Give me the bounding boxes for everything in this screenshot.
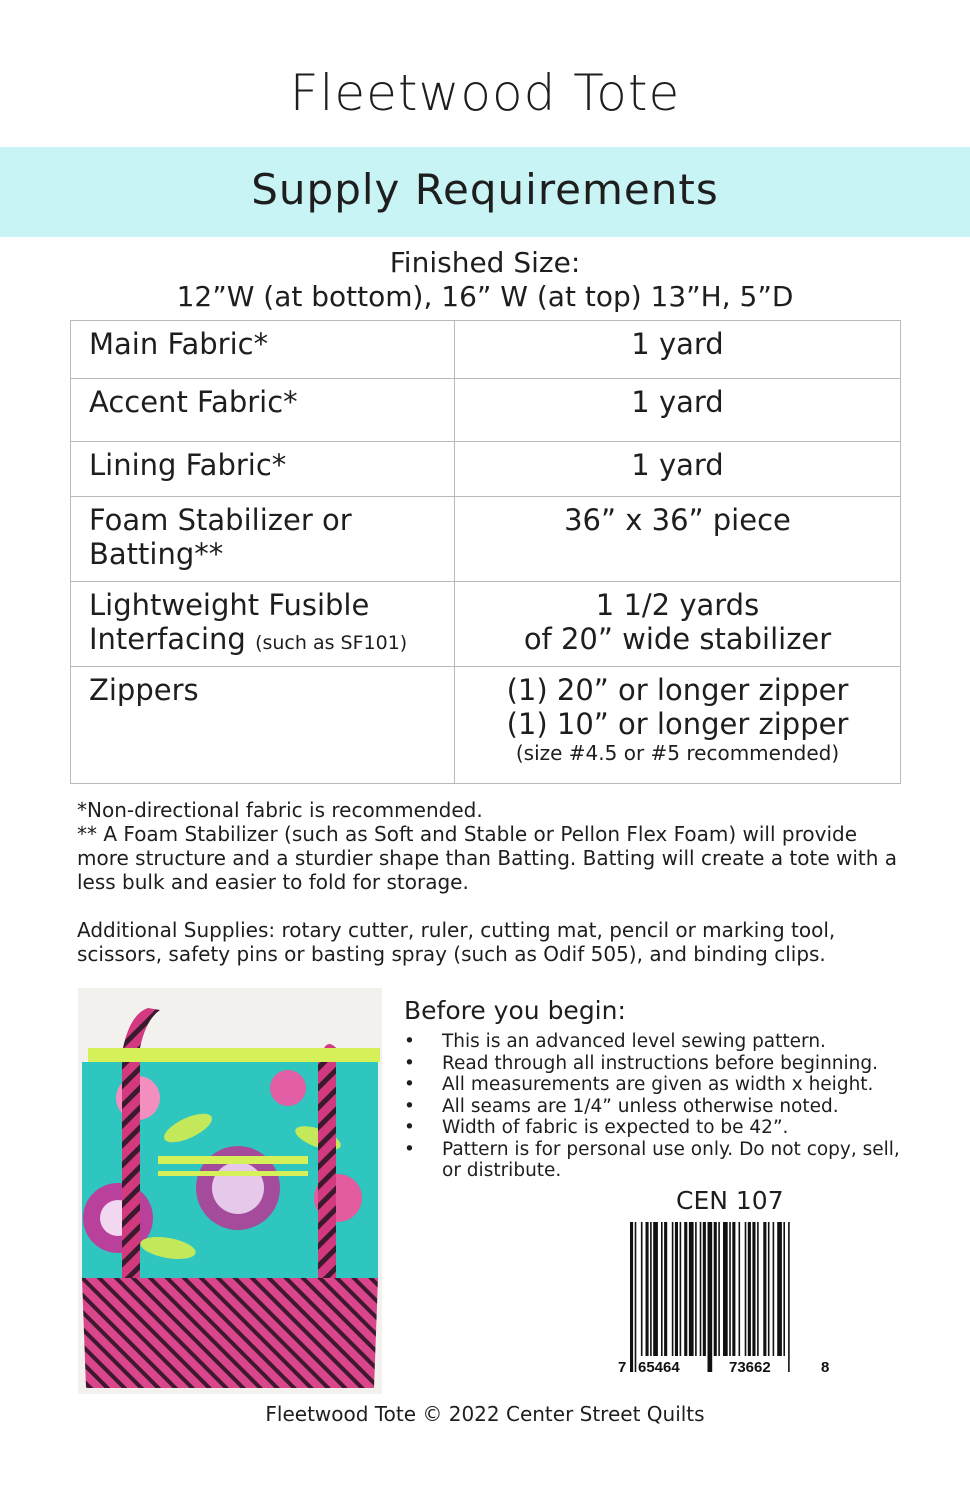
barcode-bar (777, 1222, 782, 1356)
barcode-bar (664, 1222, 667, 1356)
list-item: • Read through all instructions before beginning. (404, 1053, 924, 1075)
supply-item (71, 497, 455, 582)
supply-item: Main Fabric* (71, 321, 455, 379)
product-code: CEN 107 (676, 1186, 784, 1215)
supply-table (70, 320, 901, 784)
supply-item-note: (such as SF101) (255, 632, 408, 654)
footnotes (77, 798, 907, 894)
footer-copyright: Fleetwood Tote © 2022 Center Street Quilts (265, 1402, 705, 1426)
list-item: • All measurements are given as width x height. (404, 1074, 924, 1096)
barcode-digits: 73662 (729, 1359, 771, 1376)
supply-amount (455, 667, 901, 784)
footnote: *Non-directional fabric is recommended. (77, 798, 483, 822)
barcode-bars (630, 1222, 790, 1372)
table-row (71, 497, 901, 582)
barcode-bar (653, 1222, 658, 1356)
barcode-bar (689, 1222, 694, 1356)
list-item: • This is an advanced level sewing pattern. (404, 1031, 924, 1053)
table-row (71, 321, 901, 379)
supply-amount-line: 1 1/2 yards (595, 588, 760, 622)
supply-item: Lining Fabric* (71, 442, 455, 497)
barcode-bar (650, 1222, 652, 1356)
supply-amount-line: of 20” wide stabilizer (523, 622, 832, 656)
page-title: Fleetwood Tote (289, 64, 681, 122)
barcode-bar (729, 1222, 731, 1356)
supply-item (71, 582, 455, 667)
before-list (404, 1031, 924, 1182)
supply-item: Accent Fabric* (71, 379, 455, 442)
barcode-bar (675, 1222, 678, 1356)
barcode-bar (641, 1222, 643, 1356)
barcode-bar (714, 1222, 717, 1356)
supply-banner (0, 147, 970, 237)
barcode-bar (752, 1222, 755, 1356)
before-you-begin (404, 996, 924, 1182)
barcode (616, 1222, 842, 1377)
barcode-digit: 8 (821, 1359, 830, 1376)
barcode-bar (684, 1222, 687, 1356)
finished-size-value: 12”W (at bottom), 16” W (at top) 13”H, 5”D (176, 280, 794, 313)
barcode-bar (635, 1222, 637, 1372)
section-heading: Supply Requirements (251, 165, 719, 214)
barcode-bar (745, 1222, 747, 1356)
supply-amount: 36” x 36” piece (455, 497, 901, 582)
supply-item-line: Interfacing (89, 622, 246, 656)
supply-item: Zippers (71, 667, 455, 784)
barcode-bar (783, 1222, 785, 1356)
supply-amount-line: (1) 20” or longer zipper (506, 673, 849, 707)
barcode-bar (763, 1222, 766, 1356)
barcode-bar (695, 1222, 697, 1356)
supply-amount-line: (1) 10” or longer zipper (506, 707, 849, 741)
supply-amount: 1 yard (455, 379, 901, 442)
before-heading: Before you begin: (404, 996, 626, 1025)
supply-item-line: Foam Stabilizer or (89, 503, 352, 537)
barcode-bar (700, 1222, 702, 1356)
footnote: ** A Foam Stabilizer (such as Soft and Stable or Pellon Flex Foam) will provide more structure and a sturdier shape than Batting. Batting will create a tote with a less bulk and easier to fold for storage. (77, 822, 898, 894)
barcode-digits: 65464 (638, 1359, 680, 1376)
barcode-bar (680, 1222, 682, 1356)
supply-item-line: Batting** (89, 537, 224, 571)
barcode-bar (646, 1222, 649, 1356)
barcode-bar (708, 1222, 713, 1372)
additional-supplies: Additional Supplies: rotary cutter, ruler, cutting mat, pencil or marking tool, scissors, safety pins or basting spray (such as Odif 505), and binding clips. (77, 918, 836, 966)
tote-bag-illustration (78, 988, 382, 1394)
barcode-bar (788, 1222, 790, 1372)
supply-amount: 1 yard (455, 442, 901, 497)
barcode-bar (661, 1222, 663, 1356)
table-row (71, 442, 901, 497)
barcode-bar (630, 1222, 633, 1372)
supply-amount: 1 yard (455, 321, 901, 379)
list-item: • Pattern is for personal use only. Do not copy, sell, or distribute. (404, 1139, 924, 1182)
list-item: • Width of fabric is expected to be 42”. (404, 1117, 924, 1139)
barcode-digit: 7 (618, 1359, 627, 1376)
barcode-bar (768, 1222, 770, 1356)
tote-bag-photo (78, 988, 382, 1394)
barcode-bar (748, 1222, 751, 1356)
supply-item-line: Lightweight Fusible (89, 588, 370, 622)
finished-size-label: Finished Size: (389, 246, 581, 279)
supply-amount-note: (size #4.5 or #5 recommended) (515, 741, 840, 765)
table-row (71, 582, 901, 667)
list-item: • All seams are 1/4” unless otherwise noted. (404, 1096, 924, 1118)
barcode-bar (773, 1222, 775, 1356)
barcode-bar (723, 1222, 728, 1356)
barcode-bar (757, 1222, 759, 1356)
supply-amount (455, 582, 901, 667)
table-row (71, 379, 901, 442)
barcode-bar (672, 1222, 674, 1356)
barcode-bar (739, 1222, 741, 1356)
table-row (71, 667, 901, 784)
barcode-bar (703, 1222, 706, 1356)
barcode-bar (732, 1222, 735, 1356)
barcode-bar (718, 1222, 720, 1356)
